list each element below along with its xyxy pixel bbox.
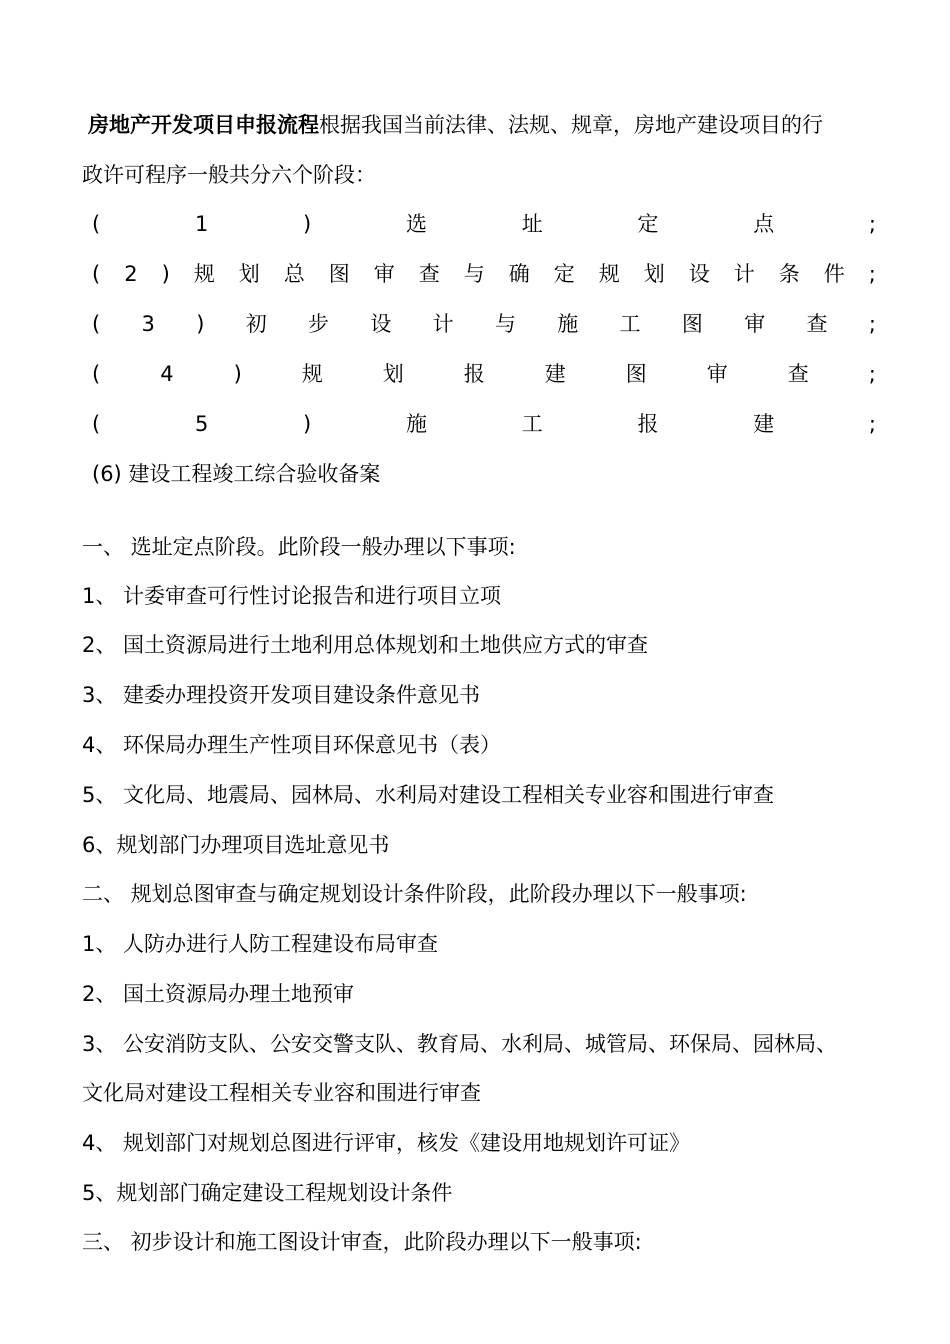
- stage-glyph: 计: [432, 312, 454, 336]
- stage-line-1: [92, 209, 876, 239]
- stage-line-2: [92, 259, 876, 289]
- section-2-item-continued: 文化局对建设工程相关专业容和围进行审查: [82, 1081, 481, 1105]
- stage-glyph: ): [233, 362, 242, 386]
- stage-glyph: 审: [373, 262, 395, 286]
- section-2-item: 3、 公安消防支队、公安交警支队、教育局、水利局、城管局、环保局、园林局、: [82, 1032, 838, 1056]
- stage-glyph: 4: [160, 362, 174, 386]
- stage-line-4: [92, 359, 876, 389]
- stage-glyph: 划: [643, 262, 665, 286]
- stage-glyph: 步: [308, 312, 330, 336]
- stage-glyph: ): [196, 312, 205, 336]
- stage-glyph: ;: [868, 312, 876, 336]
- stage-glyph: 初: [245, 312, 267, 336]
- stage-glyph: 图: [328, 262, 350, 286]
- stage-glyph: 划: [238, 262, 260, 286]
- section-1-item: 5、 文化局、地震局、园林局、水利局对建设工程相关专业容和围进行审查: [82, 783, 775, 807]
- stage-glyph: ): [303, 412, 312, 436]
- stage-glyph: ;: [868, 362, 876, 386]
- stage-glyph: (: [92, 212, 101, 236]
- stage-line-6: (6) 建设工程竣工综合验收备案: [92, 462, 381, 486]
- stage-glyph: 规: [301, 362, 323, 386]
- stage-glyph: 规: [598, 262, 620, 286]
- section-1-item: 3、 建委办理投资开发项目建设条件意见书: [82, 683, 481, 707]
- stage-glyph: 5: [194, 412, 209, 436]
- stage-glyph: 定: [553, 262, 575, 286]
- stage-glyph: 件: [823, 262, 845, 286]
- section-2-item: 5、规划部门确定建设工程规划设计条件: [82, 1181, 453, 1205]
- stage-glyph: 工: [521, 412, 543, 436]
- stage-glyph: ): [161, 262, 170, 286]
- stage-glyph: 查: [806, 312, 828, 336]
- stage-glyph: (: [92, 262, 101, 286]
- stage-glyph: (: [92, 412, 101, 436]
- stage-glyph: ;: [868, 262, 876, 286]
- stage-glyph: 条: [778, 262, 800, 286]
- stage-glyph: ;: [868, 412, 876, 436]
- stage-glyph: 报: [637, 412, 659, 436]
- stage-glyph: 与: [494, 312, 516, 336]
- section-1-item: 6、规划部门办理项目选址意见书: [82, 833, 390, 857]
- stage-glyph: 2: [124, 262, 138, 286]
- stage-glyph: (: [92, 362, 101, 386]
- stage-glyph: 定: [637, 212, 659, 236]
- stage-glyph: 审: [744, 312, 766, 336]
- section-2-item: 2、 国土资源局办理土地预审: [82, 982, 355, 1006]
- stage-glyph: ): [303, 212, 312, 236]
- stage-glyph: 1: [194, 212, 209, 236]
- section-1-item: 2、 国土资源局进行土地利用总体规划和土地供应方式的审查: [82, 633, 649, 657]
- section-2-heading: 二、 规划总图审查与确定规划设计条件阶段，此阶段办理以下一般事项:: [82, 882, 747, 906]
- stage-glyph: 查: [418, 262, 440, 286]
- section-2-item: 1、 人防办进行人防工程建设布局审查: [82, 932, 439, 956]
- stage-glyph: 点: [753, 212, 775, 236]
- stage-glyph: 施: [405, 412, 427, 436]
- stage-glyph: 总: [283, 262, 305, 286]
- section-3-heading: 三、 初步设计和施工图设计审查，此阶段办理以下一般事项:: [82, 1230, 642, 1254]
- stage-glyph: 址: [521, 212, 543, 236]
- stage-glyph: 图: [625, 362, 647, 386]
- stage-glyph: 规: [193, 262, 215, 286]
- stage-glyph: 确: [508, 262, 530, 286]
- stage-glyph: 报: [463, 362, 485, 386]
- stage-glyph: 查: [787, 362, 809, 386]
- stage-line-3: [92, 309, 876, 339]
- stage-glyph: (: [92, 312, 101, 336]
- section-1-item: 1、 计委审查可行性讨论报告和进行项目立项: [82, 584, 502, 608]
- stage-glyph: 与: [463, 262, 485, 286]
- stage-glyph: 施: [557, 312, 579, 336]
- stage-glyph: 设: [688, 262, 710, 286]
- stage-glyph: 建: [544, 362, 566, 386]
- stage-line-5: [92, 409, 876, 439]
- intro-line-1: [88, 110, 888, 140]
- intro-text-1: 根据我国当前法律、法规、规章，房地产建设项目的行: [319, 113, 823, 137]
- stage-glyph: 选: [405, 212, 427, 236]
- stage-glyph: ;: [868, 212, 876, 236]
- stage-glyph: 计: [733, 262, 755, 286]
- intro-line-2: 政许可程序一般共分六个阶段：: [82, 163, 376, 187]
- section-2-item: 4、 规划部门对规划总图进行评审，核发《建设用地规划许可证》: [82, 1131, 691, 1155]
- stage-glyph: 建: [753, 412, 775, 436]
- stage-glyph: 审: [706, 362, 728, 386]
- stage-glyph: 划: [382, 362, 404, 386]
- stage-glyph: 图: [681, 312, 703, 336]
- document-title: 房地产开发项目申报流程: [88, 113, 319, 137]
- stage-glyph: 3: [141, 312, 155, 336]
- stage-glyph: 工: [619, 312, 641, 336]
- section-1-heading: 一、 选址定点阶段。此阶段一般办理以下事项:: [82, 535, 516, 559]
- section-1-item: 4、 环保局办理生产性项目环保意见书（表）: [82, 733, 502, 757]
- stage-glyph: 设: [370, 312, 392, 336]
